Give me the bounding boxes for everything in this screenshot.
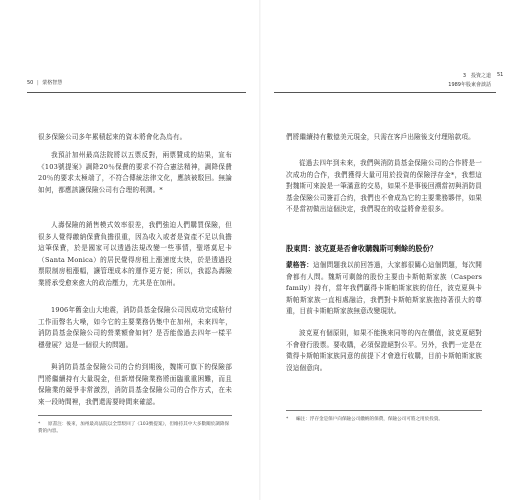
right-paragraph-1: 們將繼續持有數億美元現金，只需在客戶出險後支付理賠款項。 [286,133,475,141]
answer-speaker: 蒙格答： [286,261,314,269]
right-page-number: 51 [497,72,504,78]
right-page [260,0,520,500]
answer-text: 這個問題我以前回答過，大家都很關心這個問題，每次開會都有人問。魏斯可剩餘的股份主要由卡斯帕斯家族（Caspers family）持有，當年我們贏得卡斯帕斯家族的信任，波克夏與卡斯帕斯家族一直相處融洽，我們對卡斯帕斯家族抱持著很大的尊重，目前卡斯帕斯家族無意改變現狀。 [286,261,483,316]
left-header-rule [27,92,246,93]
left-paragraph-4: 1906年舊金山大地震，消防員基金保險公司因成功完成賠付工作而聲名大噪，如今它的主要業務仍集中在加州，未來四年，消防員基金保險公司的營業額會如何？是否能像過去四年一樣平穩發展？這是一個很大的問題。 [38,306,232,349]
right-chapter-title: 3 投資之道 [462,73,491,79]
right-header-rule [274,92,496,93]
left-paragraph-1: 很多保險公司多年累積起來的資本將會化為烏有。 [38,133,187,141]
left-footnote-rule [38,415,232,416]
left-paragraph-5: 與消防員基金保險公司的合約到期後，魏斯可旗下的保險部門將繼續持有大量現金，但新增保險業務將面臨重重困難，而且保險業的競爭非常激烈，消防員基金保險公司的合作方式，在未來一段時間裡，我們還需要時間來確認。 [38,363,232,406]
right-paragraph-3: 波克夏有個原則，如果不能換來同等的內在價值，波克夏絕對不會發行股票。要收購，必須保證絕對公平。另外，我們一定是在徵得卡斯帕斯家族同意的前提下才會進行收購，目前卡斯帕斯家族沒這個意向。 [286,329,482,372]
question-heading: 股東問：波克夏是否會收購魏斯可剩餘的股份？ [286,244,437,253]
right-footnote-mark: * [286,417,289,422]
left-book-title: 蒙格智慧 [42,80,63,86]
right-paragraph-2: 從過去四年到未來，我們與消防員基金保險公司的合作將是一次成功的合作，我們獲得大量可用於投資的保險浮存金*，我想這對魏斯可來說是一筆滿意的交易，如果不是事後回溯當初與消防員基金保險公司簽訂合約，我們也不會成為它的主要業務夥伴，如果不是當初做出這個決定，我們現在的收益將會差很多。 [286,159,482,214]
answer-paragraph [286,260,482,318]
right-footnote-rule [286,410,482,411]
left-page-number: 50 [27,80,34,86]
left-header: 50 | 蒙格智慧 [27,80,63,86]
left-paragraph-2: 我預計加州最高法院將以五票反對，兩票贊成的結果，宣布《103號提案》調降20％保費的要求不符合憲法精神，調降保費20％的要求太極端了，不符合傳統法律文化，應該被駁回。無論如何，都應該讓保險公司有合理的利潤。* [38,151,232,194]
left-footnote-text: 原書注：後來，加州最高法院以全票駁回了《103號提案》，但維持其中大多數關於調降保費的內容。 [38,422,230,435]
right-sub-title: 1989年股東會談話 [448,82,491,88]
right-footnote [286,416,482,423]
left-footnote [38,421,232,436]
left-paragraph-3: 人壽保險的銷售模式效率很差，我們強迫人們購買保險，但很多人覺得繳納保費負擔很重，因為收入或者是資產不足以負擔這筆保費，於是國家可以透過法規改變一些事情，聖塔莫尼卡（Santa Monica）的居民覺得房租上漲速度太快，於是透過投票限制房租漲幅，讓管理成本的運作更方便；所以，我認為壽險業將承受愈來愈大的政治壓力，尤其是在加州。 [38,221,232,287]
left-footnote-mark: * [38,422,41,427]
right-footnote-text: 編注：浮存金是保戶向保險公司繳納的保費，保險公司可將之用於投資。 [296,417,444,422]
